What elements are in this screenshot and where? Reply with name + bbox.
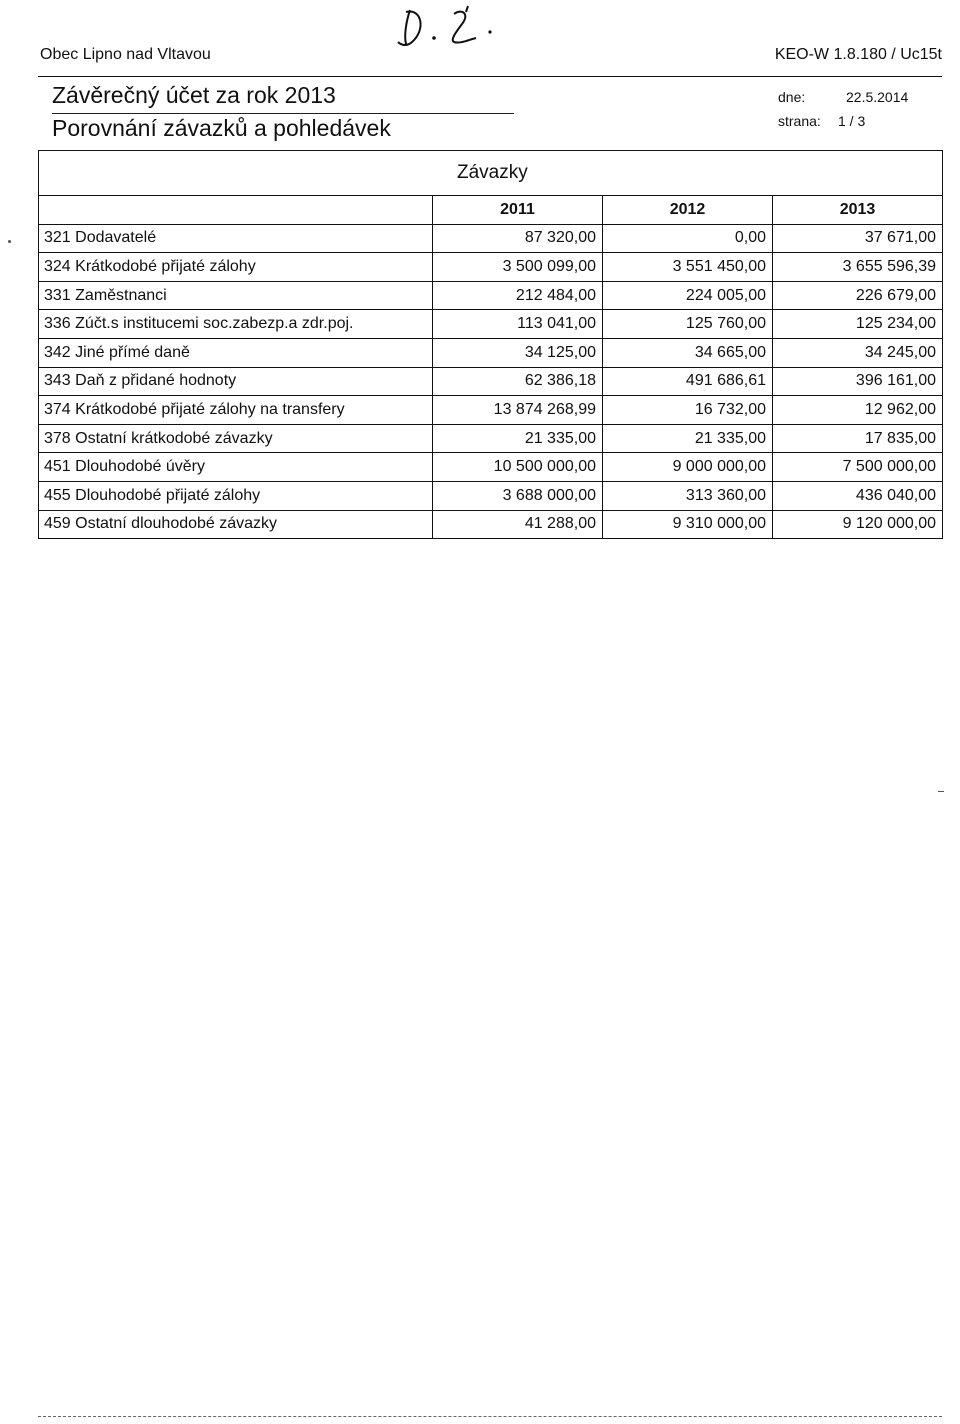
value-2012: 9 000 000,00 bbox=[603, 453, 773, 482]
value-2011: 21 335,00 bbox=[433, 424, 603, 453]
table-row bbox=[39, 481, 943, 510]
handwritten-signature-mark bbox=[392, 2, 512, 52]
bottom-rule bbox=[38, 1416, 942, 1417]
account-label: 321 Dodavatelé bbox=[39, 224, 433, 253]
year-header-2012: 2012 bbox=[603, 196, 773, 225]
value-2011: 62 386,18 bbox=[433, 367, 603, 396]
value-2013: 12 962,00 bbox=[773, 396, 943, 425]
account-label: 342 Jiné přímé daně bbox=[39, 338, 433, 367]
value-2011: 3 500 099,00 bbox=[433, 253, 603, 282]
account-label: 459 Ostatní dlouhodobé závazky bbox=[39, 510, 433, 539]
title-divider bbox=[52, 113, 514, 114]
account-label: 336 Zúčt.s institucemi soc.zabezp.a zdr.poj. bbox=[39, 310, 433, 339]
value-2012: 491 686,61 bbox=[603, 367, 773, 396]
municipality-name: Obec Lipno nad Vltavou bbox=[40, 46, 211, 63]
account-label: 331 Zaměstnanci bbox=[39, 281, 433, 310]
value-2012: 3 551 450,00 bbox=[603, 253, 773, 282]
value-2011: 3 688 000,00 bbox=[433, 481, 603, 510]
table-row bbox=[39, 453, 943, 482]
value-2012: 21 335,00 bbox=[603, 424, 773, 453]
value-2012: 0,00 bbox=[603, 224, 773, 253]
header-block bbox=[38, 76, 942, 151]
account-label: 374 Krátkodobé přijaté zálohy na transfery bbox=[39, 396, 433, 425]
table-row bbox=[39, 253, 943, 282]
document-title: Závěrečný účet za rok 2013 bbox=[52, 82, 336, 108]
table-row bbox=[39, 424, 943, 453]
document-subtitle: Porovnání závazků a pohledávek bbox=[52, 115, 391, 141]
section-row bbox=[39, 151, 943, 196]
value-2013: 3 655 596,39 bbox=[773, 253, 943, 282]
table-row bbox=[39, 281, 943, 310]
value-2011: 13 874 268,99 bbox=[433, 396, 603, 425]
account-label: 455 Dlouhodobé přijaté zálohy bbox=[39, 481, 433, 510]
value-2011: 10 500 000,00 bbox=[433, 453, 603, 482]
value-2011: 87 320,00 bbox=[433, 224, 603, 253]
value-2013: 37 671,00 bbox=[773, 224, 943, 253]
liabilities-table bbox=[38, 150, 942, 539]
value-2013: 7 500 000,00 bbox=[773, 453, 943, 482]
value-2013: 226 679,00 bbox=[773, 281, 943, 310]
value-2013: 125 234,00 bbox=[773, 310, 943, 339]
value-2013: 396 161,00 bbox=[773, 367, 943, 396]
value-2012: 9 310 000,00 bbox=[603, 510, 773, 539]
document-code: KEO-W 1.8.180 / Uc15t bbox=[774, 46, 942, 63]
table-row bbox=[39, 367, 943, 396]
account-label: 378 Ostatní krátkodobé závazky bbox=[39, 424, 433, 453]
value-2012: 313 360,00 bbox=[603, 481, 773, 510]
page-value: 1 / 3 bbox=[838, 113, 866, 129]
value-2013: 436 040,00 bbox=[773, 481, 943, 510]
value-2013: 17 835,00 bbox=[773, 424, 943, 453]
table-row bbox=[39, 224, 943, 253]
account-label: 324 Krátkodobé přijaté zálohy bbox=[39, 253, 433, 282]
value-2013: 9 120 000,00 bbox=[773, 510, 943, 539]
value-2011: 34 125,00 bbox=[433, 338, 603, 367]
value-2013: 34 245,00 bbox=[773, 338, 943, 367]
value-2012: 16 732,00 bbox=[603, 396, 773, 425]
scan-speck bbox=[938, 791, 944, 792]
date-value: 22.5.2014 bbox=[846, 89, 909, 105]
table-row bbox=[39, 510, 943, 539]
value-2011: 113 041,00 bbox=[433, 310, 603, 339]
page-label: strana: bbox=[778, 113, 821, 129]
date-label: dne: bbox=[778, 89, 806, 105]
section-title: Závazky bbox=[39, 151, 943, 196]
value-2012: 34 665,00 bbox=[603, 338, 773, 367]
account-label: 451 Dlouhodobé úvěry bbox=[39, 453, 433, 482]
value-2012: 224 005,00 bbox=[603, 281, 773, 310]
table-row bbox=[39, 396, 943, 425]
scan-speck bbox=[8, 240, 11, 243]
value-2011: 212 484,00 bbox=[433, 281, 603, 310]
table-row bbox=[39, 338, 943, 367]
header-blank-cell bbox=[39, 196, 433, 225]
year-header-row bbox=[39, 196, 943, 225]
year-header-2013: 2013 bbox=[773, 196, 943, 225]
account-label: 343 Daň z přidané hodnoty bbox=[39, 367, 433, 396]
value-2012: 125 760,00 bbox=[603, 310, 773, 339]
value-2011: 41 288,00 bbox=[433, 510, 603, 539]
table-row bbox=[39, 310, 943, 339]
year-header-2011: 2011 bbox=[433, 196, 603, 225]
